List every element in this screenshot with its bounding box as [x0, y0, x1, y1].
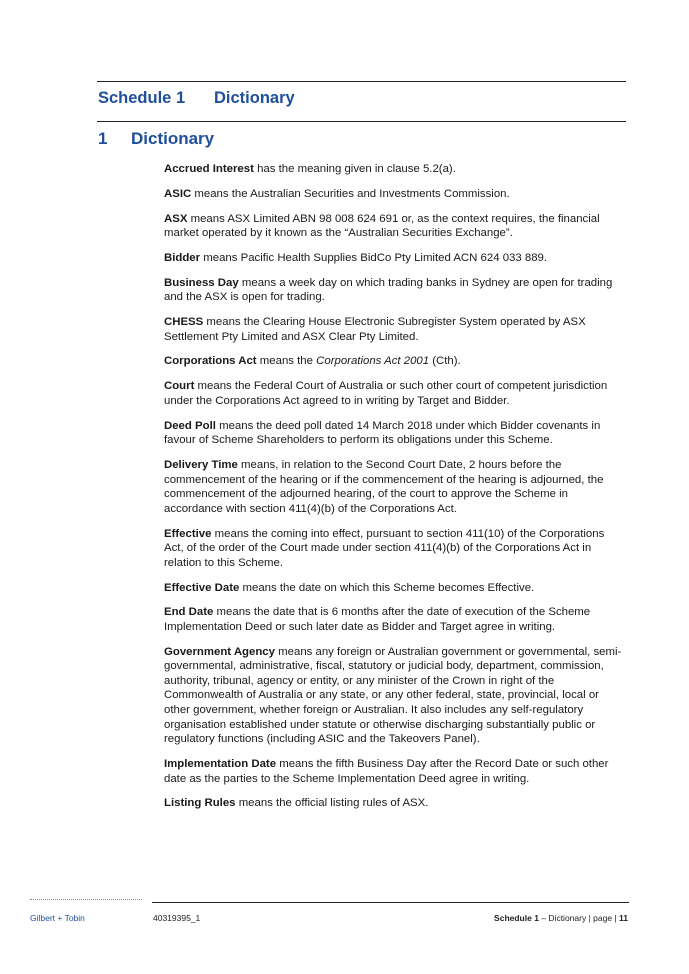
definition-term: Effective Date [164, 581, 240, 594]
definition-text: means, in relation to the Second Court Date, 2 hours before the commencement of the hearing or if the commencement of the hearing is adjourned, the commencement of the adjourned hearing, of the court to approve the Scheme in accordance with section 411(4)(b) of the Corporations Act. [164, 459, 604, 515]
heading-rule [97, 121, 626, 122]
definition-text: means any foreign or Australian government or governmental, semi-governmental, administrative, fiscal, statutory or judicial body, department, commission, authority, tribunal, agency or entity, or any minister of the Crown in right of the Commonwealth of Australia or any state, or any other federal, state, provincial, local or other government, whether foreign or Australian. It also includes any self-regulatory organisation established under statute or otherwise discharging substantially public or regulatory functions (including ASIC and the Takeovers Panel). [164, 645, 622, 746]
definition-text: means the date that is 6 months after the date of execution of the Scheme Implementation Deed or such later date as Bidder and Target agree in writing. [164, 606, 591, 633]
definition-term: Court [164, 380, 195, 393]
footer-separator: – [541, 913, 547, 923]
definition-asic [164, 187, 626, 202]
definition-text: means the [259, 355, 313, 368]
definition-text: means the deed poll dated 14 March 2018 under which Bidder covenants in favour of Scheme Shareholders to perform its obligations under this Scheme. [164, 419, 601, 447]
definition-text: means the date on which this Scheme becomes Effective. [242, 581, 535, 594]
definition-text: means the fifth Business Day after the Record Date or such other date as the parties to the Scheme Implementation Deed agree in writing. [164, 758, 609, 785]
definition-delivery-time [164, 458, 626, 516]
definition-court [164, 379, 626, 408]
footer-page-number: 11 [619, 913, 628, 923]
definition-text: means ASX Limited ABN 98 008 624 691 or, as the context requires, the financial market operated by it known as the “Australian Securities Exchange”. [164, 212, 600, 240]
definition-term: Government Agency [164, 645, 275, 658]
definition-term: Business Day [164, 276, 239, 289]
statute-title: Corporations Act 2001 [316, 355, 430, 368]
footer-page-label: Dictionary | page | [548, 913, 617, 923]
definition-term: CHESS [164, 316, 204, 329]
footer-dotted-divider [30, 899, 142, 900]
definition-term: ASIC [164, 187, 192, 200]
definition-government-agency [164, 645, 626, 747]
footer-firm-name: Gilbert + Tobin [30, 913, 85, 923]
section-title: Dictionary [131, 129, 215, 148]
definition-effective [164, 527, 626, 571]
definition-term: ASX [164, 212, 188, 225]
top-rule [97, 81, 626, 82]
definition-term: Accrued Interest [164, 163, 254, 175]
definition-implementation-date [164, 757, 626, 786]
definition-term: Implementation Date [164, 758, 277, 771]
section-number: 1 [98, 129, 108, 148]
definition-deed-poll [164, 419, 626, 448]
definition-business-day [164, 276, 626, 305]
section-heading [98, 129, 214, 149]
footer-rule [152, 902, 629, 903]
definition-text-suffix: (Cth). [432, 355, 461, 368]
definition-text: means the Federal Court of Australia or such other court of competent jurisdiction under the Corporations Act agreed to in writing by Target and Bidder. [164, 380, 608, 407]
definitions-list [164, 162, 626, 821]
definition-effective-date [164, 581, 626, 596]
definition-text: means the Australian Securities and Investments Commission. [194, 187, 510, 200]
definition-term: End Date [164, 606, 214, 619]
definition-chess [164, 315, 626, 344]
definition-term: Deed Poll [164, 419, 216, 432]
definition-corporations-act [164, 354, 626, 369]
definition-end-date [164, 605, 626, 634]
footer-schedule-label: Schedule 1 [494, 913, 539, 923]
footer-page-info [494, 913, 628, 923]
schedule-title: Dictionary [214, 89, 295, 107]
definition-asx [164, 212, 626, 241]
definition-text: means the official listing rules of ASX. [238, 797, 429, 810]
definition-term: Bidder [164, 251, 201, 264]
definition-text: means Pacific Health Supplies BidCo Pty Limited ACN 624 033 889. [203, 251, 548, 264]
definition-term: Listing Rules [164, 797, 236, 810]
definition-text: means a week day on which trading banks in Sydney are open for trading and the ASX is open for trading. [164, 276, 613, 304]
definition-text: has the meaning given in clause 5.2(a). [257, 163, 456, 175]
definition-term: Corporations Act [164, 355, 257, 368]
definition-term: Delivery Time [164, 459, 238, 471]
definition-accrued-interest [164, 162, 626, 177]
schedule-heading [98, 89, 295, 108]
footer-document-number: 40319395_1 [153, 913, 201, 923]
definition-term: Effective [164, 527, 212, 540]
definition-text: means the coming into effect, pursuant to section 411(10) of the Corporations Act, of the order of the Court made under section 411(4)(b) of the Corporations Act in relation to this Scheme. [164, 527, 605, 569]
definition-listing-rules [164, 796, 626, 811]
definition-bidder [164, 251, 626, 266]
schedule-number: Schedule 1 [98, 89, 186, 107]
definition-text: means the Clearing House Electronic Subregister System operated by ASX Settlement Pty Limited and ASX Clear Pty Limited. [164, 316, 586, 343]
